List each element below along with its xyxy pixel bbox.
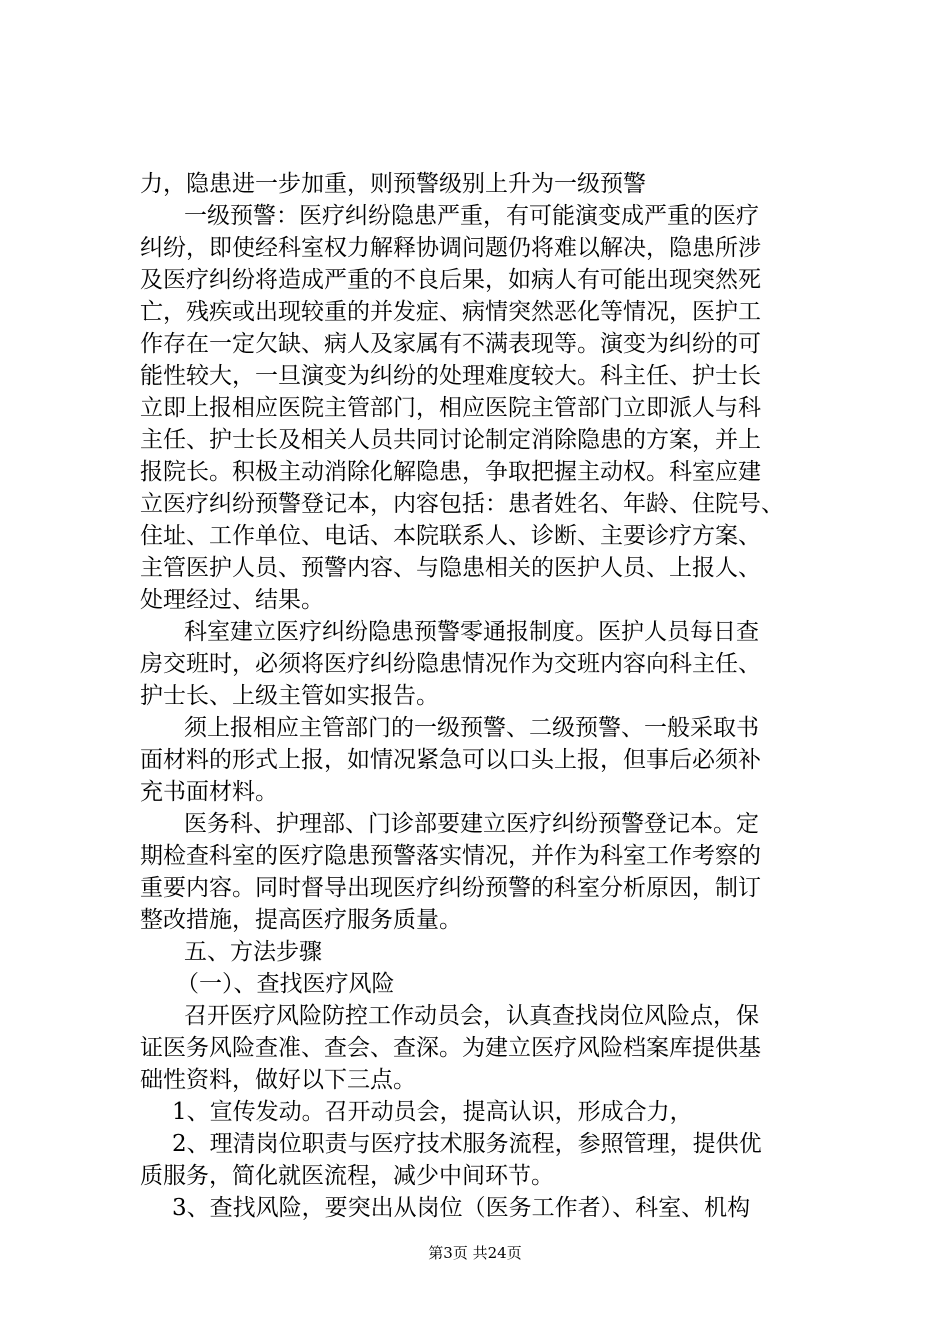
text-line: 1、宣传发动。召开动员会，提高认识，形成合力，: [172, 1099, 693, 1125]
text-line: 能性较大，一旦演变为纠纷的处理难度较大。科主任、护士长: [140, 363, 761, 389]
text-line: 及医疗纠纷将造成严重的不良后果，如病人有可能出现突然死: [140, 267, 761, 293]
text-line: 础性资料，做好以下三点。: [140, 1067, 416, 1093]
text-line: 科室建立医疗纠纷隐患预警零通报制度。医护人员每日查: [184, 619, 759, 645]
text-line: 3、查找风险，要突出从岗位（医务工作者）、科室、机构: [172, 1195, 751, 1221]
document-body: [140, 168, 830, 1224]
page-footer: [0, 1243, 950, 1263]
section-heading: 五、方法步骤: [184, 939, 322, 965]
subsection-heading: （一）、查找医疗风险: [176, 971, 395, 997]
text-line: 重要内容。同时督导出现医疗纠纷预警的科室分析原因，制订: [140, 875, 761, 901]
text-line: 立医疗纠纷预警登记本，内容包括：患者姓名、年龄、住院号、: [140, 491, 784, 517]
text-line: 充书面材料。: [140, 779, 278, 805]
text-line: 医务科、护理部、门诊部要建立医疗纠纷预警登记本。定: [184, 811, 759, 837]
text-line: 处理经过、结果。: [140, 587, 324, 613]
text-line: 2、理清岗位职责与医疗技术服务流程，参照管理，提供优: [172, 1131, 762, 1157]
text-line: 一级预警：医疗纠纷隐患严重，有可能演变成严重的医疗: [184, 203, 759, 229]
text-line: 房交班时，必须将医疗纠纷隐患情况作为交班内容向科主任、: [140, 651, 761, 677]
text-line: 纠纷，即使经科室权力解释协调问题仍将难以解决，隐患所涉: [140, 235, 761, 261]
text-line: 立即上报相应医院主管部门，相应医院主管部门立即派人与科: [140, 395, 761, 421]
text-line: 主管医护人员、预警内容、与隐患相关的医护人员、上报人、: [140, 555, 761, 581]
text-line: 亡，残疾或出现较重的并发症、病情突然恶化等情况，医护工: [140, 299, 761, 325]
text-line: 须上报相应主管部门的一级预警、二级预警、一般采取书: [184, 715, 759, 741]
page-number: 第3页 共24页: [428, 1244, 522, 1262]
text-line: 报院长。积极主动消除化解隐患，争取把握主动权。科室应建: [140, 459, 761, 485]
text-line: 期检查科室的医疗隐患预警落实情况，并作为科室工作考察的: [140, 843, 761, 869]
text-line: 证医务风险查准、查会、查深。为建立医疗风险档案库提供基: [140, 1035, 761, 1061]
text-line: 护士长、上级主管如实报告。: [140, 683, 439, 709]
text-line: 召开医疗风险防控工作动员会，认真查找岗位风险点，保: [184, 1003, 759, 1029]
text-line: 质服务，简化就医流程，减少中间环节。: [140, 1163, 554, 1189]
text-line: 主任、护士长及相关人员共同讨论制定消除隐患的方案，并上: [140, 427, 761, 453]
text-line: 力，隐患进一步加重，则预警级别上升为一级预警: [140, 171, 646, 197]
text-line: 作存在一定欠缺、病人及家属有不满表现等。演变为纠纷的可: [140, 331, 761, 357]
text-line: 住址、工作单位、电话、本院联系人、诊断、主要诊疗方案、: [140, 523, 761, 549]
text-line: 面材料的形式上报，如情况紧急可以口头上报，但事后必须补: [140, 747, 761, 773]
text-line: 整改措施，提高医疗服务质量。: [140, 907, 462, 933]
